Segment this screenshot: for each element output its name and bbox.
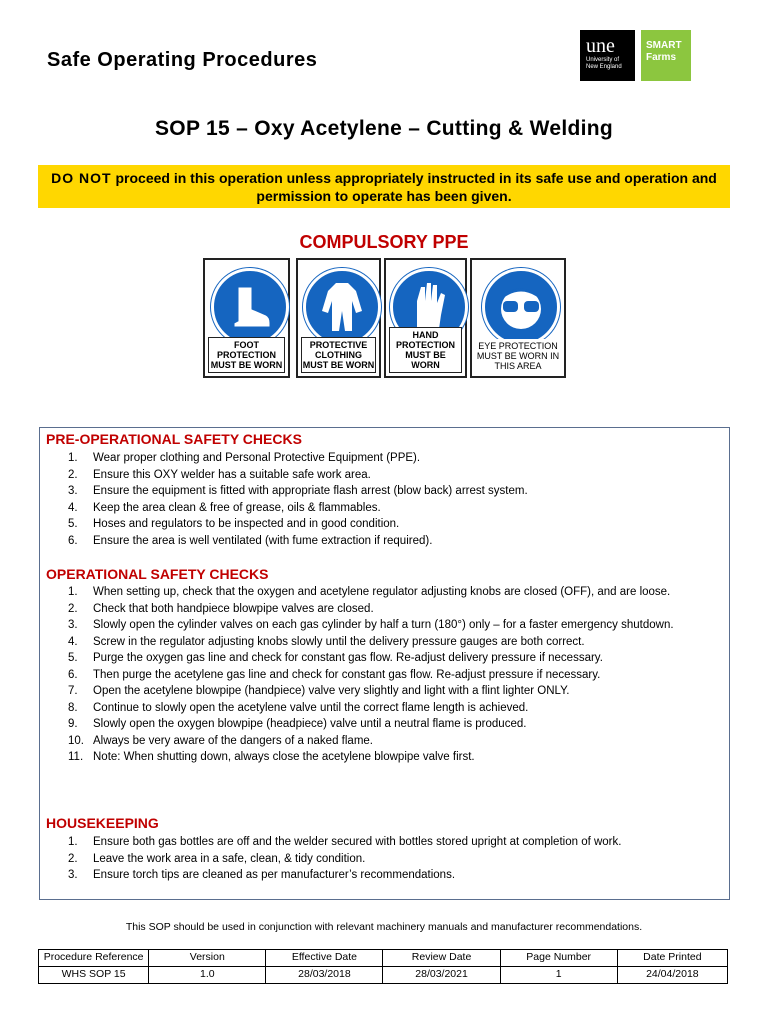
list-item: 1. Ensure both gas bottles are off and the welder secured with bottles stored upright at completion of work.	[68, 836, 622, 848]
list-item: 3. Slowly open the cylinder valves on each gas cylinder by half a turn (180°) only – for a faster emergency shutdown.	[68, 619, 674, 631]
reference-table	[38, 949, 728, 984]
coverall-icon	[303, 268, 381, 346]
ppe-title: COMPULSORY PPE	[299, 232, 469, 252]
list-item: 7. Open the acetylene blowpipe (handpiece) valve very slightly and light with a flint lighter ONLY.	[68, 685, 570, 697]
ppe-sign-label: FOOT PROTECTION MUST BE WORN	[208, 337, 285, 373]
table-header-cell: Date Printed	[617, 950, 727, 967]
list-item: 5. Hoses and regulators to be inspected and in good condition.	[68, 518, 400, 530]
list-item: 2. Leave the work area in a safe, clean, & tidy condition.	[68, 852, 366, 865]
warning-banner	[38, 165, 730, 208]
list-item: 1. When setting up, check that the oxygen and acetylene regulator adjusting knobs are closed (OFF), and are loose.	[68, 586, 671, 598]
list-item: 8. Continue to slowly open the acetylene valve until the correct flame length is achieved.	[68, 701, 529, 714]
table-cell: 28/03/2021	[383, 967, 500, 984]
list-item: 1. Wear proper clothing and Personal Protective Equipment (PPE).	[68, 452, 421, 464]
table-cell: WHS SOP 15	[39, 967, 149, 984]
list-item: 11. Note: When shutting down, always close the acetylene blowpipe valve first.	[68, 751, 475, 763]
page-header-title: Safe Operating Procedures	[47, 49, 318, 71]
operational-heading: OPERATIONAL SAFETY CHECKS	[46, 566, 269, 582]
operational-list	[68, 584, 718, 766]
pre-operational-list	[68, 450, 718, 549]
une-logo-text: une	[586, 35, 615, 57]
ppe-sign-hand	[384, 258, 467, 378]
goggles-icon	[482, 268, 560, 346]
table-header-cell: Review Date	[383, 950, 500, 967]
warning-text: proceed in this operation unless appropriately instructed in its safe use and operation and permission to operate has been given.	[111, 170, 717, 204]
boot-icon	[211, 268, 289, 346]
ppe-sign-eye	[470, 258, 566, 378]
ppe-sign-label: EYE PROTECTION MUST BE WORN IN THIS AREA	[476, 341, 560, 371]
list-item: 10. Always be very aware of the dangers of a naked flame.	[68, 734, 373, 747]
ppe-sign-label: HAND PROTECTION MUST BE WORN	[389, 327, 462, 373]
list-item: 3. Ensure torch tips are cleaned as per manufacturer’s recommendations.	[68, 869, 456, 881]
smart-farms-logo	[641, 30, 691, 81]
list-item: 2. Check that both handpiece blowpipe valves are closed.	[68, 602, 374, 615]
table-header-cell: Page Number	[500, 950, 617, 967]
list-item: 5. Purge the oxygen gas line and check for constant gas flow. Re-adjust delivery pressure if necessary.	[68, 652, 603, 664]
list-item: 2. Ensure this OXY welder has a suitable safe work area.	[68, 468, 371, 481]
footer-note: This SOP should be used in conjunction with relevant machinery manuals and manufacturer recommendations.	[125, 921, 643, 933]
table-cell: 24/04/2018	[617, 967, 727, 984]
smart-logo-line1: SMART	[646, 40, 682, 51]
list-item: 4. Keep the area clean & free of grease, oils & flammables.	[68, 501, 381, 514]
housekeeping-heading: HOUSEKEEPING	[46, 815, 159, 831]
ppe-sign-label: PROTECTIVE CLOTHING MUST BE WORN	[301, 337, 376, 373]
list-item: 3. Ensure the equipment is fitted with appropriate flash arrest (blow back) arrest system.	[68, 485, 528, 497]
smart-logo-line2: Farms	[646, 52, 677, 63]
table-header-cell: Procedure Reference	[39, 950, 149, 967]
table-header-row	[39, 950, 728, 967]
table-header-cell: Effective Date	[266, 950, 383, 967]
table-row	[39, 967, 728, 984]
ppe-sign-clothing	[296, 258, 381, 378]
une-logo-subtext: University of New England	[586, 57, 622, 70]
ppe-sign-foot	[203, 258, 290, 378]
table-cell: 28/03/2018	[266, 967, 383, 984]
pre-operational-heading: PRE-OPERATIONAL SAFETY CHECKS	[46, 431, 302, 447]
list-item: 6. Ensure the area is well ventilated (with fume extraction if required).	[68, 534, 433, 547]
list-item: 9. Slowly open the oxygen blowpipe (headpiece) valve until a neutral flame is produced.	[68, 718, 527, 730]
list-item: 4. Screw in the regulator adjusting knobs slowly until the delivery pressure gauges are both correct.	[68, 635, 585, 648]
sop-title: SOP 15 – Oxy Acetylene – Cutting & Welding	[155, 117, 613, 140]
une-logo	[580, 30, 635, 81]
warning-strong: DO NOT	[51, 170, 112, 186]
housekeeping-list	[68, 834, 718, 884]
table-cell: 1	[500, 967, 617, 984]
list-item: 6. Then purge the acetylene gas line and check for constant gas flow. Re-adjust pressure if necessary.	[68, 668, 601, 681]
table-header-cell: Version	[149, 950, 266, 967]
table-cell: 1.0	[149, 967, 266, 984]
